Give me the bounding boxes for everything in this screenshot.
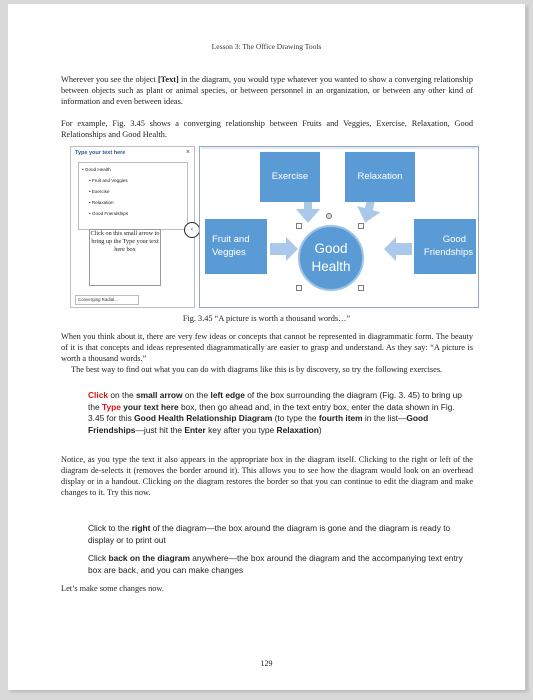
list-item[interactable]: • Relaxation xyxy=(89,200,114,205)
text: Good Health Relationship Diagram xyxy=(134,413,273,423)
pane-title: Type your text here xyxy=(75,150,126,156)
shape-label: Veggies xyxy=(212,247,246,258)
text: small arrow xyxy=(135,390,183,400)
item-label: Exercise xyxy=(91,189,110,194)
resize-handle-icon[interactable] xyxy=(296,285,302,291)
text: Enter xyxy=(184,424,206,435)
shape-label: Good xyxy=(442,234,466,245)
text: on xyxy=(173,477,182,486)
document-page xyxy=(8,4,526,690)
shape-label: Good xyxy=(314,241,348,256)
arrow-shape xyxy=(384,237,412,261)
text-object-label: [Text] xyxy=(157,75,179,84)
running-header: Lesson 3: The Office Drawing Tools xyxy=(211,42,322,51)
shape-label: Friendships xyxy=(423,247,473,258)
example-paragraph: For example, Fig. 3.45 shows a converging relationship between Fruits and Veggies, Exercise, Relaxation, Good Relationships and Good Health. xyxy=(61,119,473,139)
smartart-diagram[interactable] xyxy=(199,146,479,308)
text: Relaxation xyxy=(276,424,319,435)
body-paragraph xyxy=(61,454,473,498)
relaxation-shape[interactable]: Relaxation xyxy=(345,152,415,202)
shape-label: Health xyxy=(311,259,351,274)
body-paragraph: The best way to find out what you can do with diagrams like this is by discovery, so try the following exercises. xyxy=(71,365,443,374)
text: Click xyxy=(88,553,109,563)
text: fourth item xyxy=(318,413,363,423)
text: your text here xyxy=(120,401,179,412)
intro-paragraph xyxy=(61,74,473,107)
figure-3-45 xyxy=(68,144,480,312)
text: back on the diagram xyxy=(108,553,190,563)
text-entry-pane[interactable] xyxy=(70,146,195,308)
instruction-block xyxy=(88,523,473,546)
text: Good Friendships xyxy=(88,413,429,435)
arrow-shape xyxy=(296,201,320,223)
exercise-shape[interactable]: Exercise xyxy=(260,152,320,202)
text: box, then go ahead and, in the text entry box, enter the data shown in Fig. 3.45 for this xyxy=(88,401,455,423)
text: left edge xyxy=(210,390,245,400)
text: in the list— xyxy=(362,413,407,423)
resize-handle-icon[interactable] xyxy=(358,285,364,291)
body-paragraph: Let’s make some changes now. xyxy=(61,584,164,593)
text: the diagram restores the border so that you can continue to edit the diagram and make changes to it. Try this now. xyxy=(61,477,473,497)
list-item[interactable]: • Exercise xyxy=(89,189,110,194)
text: Wherever you see the object xyxy=(61,75,158,84)
item-label: Good Friendships xyxy=(91,211,129,216)
instruction-block xyxy=(88,390,473,436)
text: key after you type xyxy=(205,424,277,435)
text: of the box surrounding the diagram (Fig. 3. 45) to bring up the xyxy=(88,390,462,412)
type-keyword: Type xyxy=(101,401,121,412)
resize-handle-icon[interactable] xyxy=(358,223,364,229)
text: on the xyxy=(108,390,136,400)
close-icon[interactable]: × xyxy=(185,149,190,156)
shape-label: Fruit and xyxy=(212,234,250,245)
list-item[interactable]: • Fruit and Veggies xyxy=(89,178,128,183)
text: anywhere—the box around the diagram and the accompanying text entry box are back, and you can make changes xyxy=(88,553,463,575)
text: on the xyxy=(182,390,211,400)
fruit-veggies-shape[interactable] xyxy=(205,219,267,274)
expand-arrow-icon[interactable]: ‹ xyxy=(184,222,200,238)
text: ) xyxy=(318,424,322,435)
rotate-handle-icon[interactable] xyxy=(326,213,332,219)
resize-handle-icon[interactable] xyxy=(296,223,302,229)
text: in the diagram, you would type whatever you wanted to show a converging relationship between objects such as plant or animal species, or between personnel in an organization, or between any other kind of information and even between ideas. xyxy=(61,75,473,106)
text: —just hit the xyxy=(135,424,185,435)
item-label: Good Health xyxy=(84,167,111,172)
list-item[interactable]: • Good Health xyxy=(82,167,111,172)
text: of the diagram—the box around the diagram is gone and the diagram is ready to display or to print out xyxy=(88,523,451,545)
text: Notice, as you type the text it also appears in the appropriate box in the diagram itself. Clicking to the right or left of the diagram de-selects it (removes the border around it). This allows you to see how the diagram would look on an overhead display or in a handout. Clicking xyxy=(61,455,473,486)
instruction-block xyxy=(88,553,473,576)
layout-name-tag: Converging Radial... xyxy=(75,295,139,305)
item-label: Relaxation xyxy=(91,200,114,205)
good-friendships-shape[interactable] xyxy=(414,219,476,274)
text: Click to the xyxy=(88,523,132,533)
callout-note: Click on this small arrow to bring up the Type your text here box xyxy=(89,229,161,286)
click-keyword: Click xyxy=(88,390,109,400)
arrow-shape xyxy=(270,237,298,261)
text-entry-list[interactable] xyxy=(78,162,188,230)
list-item[interactable]: • Good Friendships xyxy=(89,211,129,216)
page-number: 129 xyxy=(260,659,273,668)
text: right xyxy=(131,523,151,533)
body-paragraph: When you think about it, there are very few ideas or concepts that cannot be represented in diagrammatic form. The beauty of it is that concepts and ideas represented diagrammatically are easier to grasp and understand. As they say: “A picture is worth a thousand words.” xyxy=(61,332,473,363)
item-label: Fruit and Veggies xyxy=(91,178,128,183)
good-health-circle[interactable] xyxy=(298,225,364,291)
arrow-shape xyxy=(354,198,383,225)
text: (to type the xyxy=(272,413,319,423)
figure-caption: Fig. 3.45 “A picture is worth a thousand words…” xyxy=(182,314,351,323)
